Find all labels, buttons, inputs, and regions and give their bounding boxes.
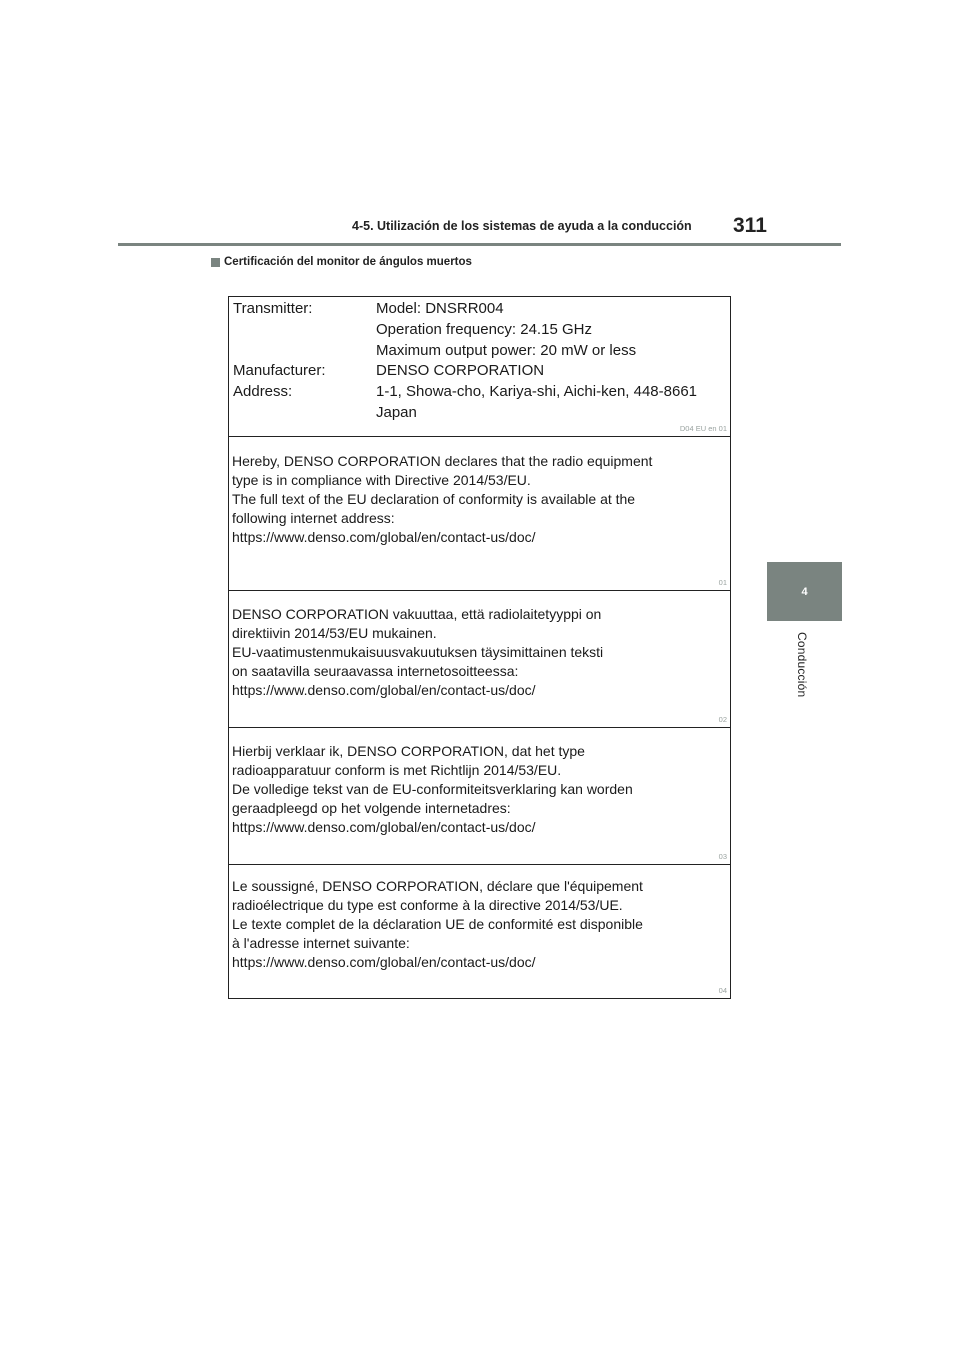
section-title: 4-5. Utilización de los sistemas de ayuda a la conducción [352, 219, 692, 233]
reference-code: 02 [718, 715, 727, 724]
reference-code: 04 [718, 986, 727, 995]
spec-label: Manufacturer: [233, 362, 326, 379]
spec-label: Address: [233, 383, 293, 400]
reference-code: 03 [718, 852, 727, 861]
spec-value: 1-1, Showa-cho, Kariya-shi, Aichi-ken, 448-8661 [376, 383, 698, 400]
spec-value: DENSO CORPORATION [376, 362, 545, 379]
spec-value: Operation frequency: 24.15 GHz [376, 321, 592, 338]
declaration-block-fi [229, 590, 730, 727]
spec-value: Maximum output power: 20 mW or less [376, 342, 637, 359]
declaration-block-nl [229, 727, 730, 864]
declaration-text: Le soussigné, DENSO CORPORATION, déclare que l'équipement radioélectrique du type est conforme à la directive 2014/53/UE. Le texte complet de la déclaration UE de conformité est disponible à l'adresse internet suivante: https://www.denso.com/global/en/contact-us/doc/ [232, 878, 643, 970]
section-heading-text: Certificación del monitor de ángulos muertos [224, 256, 472, 268]
section-heading [211, 256, 472, 268]
chapter-label: Conducción [795, 632, 809, 698]
certification-table [228, 296, 731, 999]
declaration-text: Hierbij verklaar ik, DENSO CORPORATION, dat het type radioapparatuur conform is met Richtlijn 2014/53/EU. De volledige tekst van de EU-conformiteitsverklaring kan worden geraadpleegd op het volgende internetadres: https://www.denso.com/global/en/contact-us/doc/ [232, 743, 633, 835]
reference-code: D04 EU en 01 [679, 424, 727, 433]
square-bullet-icon [211, 258, 220, 267]
spec-value: Japan [376, 404, 417, 421]
declaration-block-fr [229, 864, 730, 998]
declaration-text: Hereby, DENSO CORPORATION declares that the radio equipment type is in compliance with Directive 2014/53/EU. The full text of the EU declaration of conformity is available at the following internet address: https://www.denso.com/global/en/contact-us/doc/ [232, 453, 653, 545]
header-divider [118, 243, 841, 246]
spec-label: Transmitter: [233, 300, 313, 317]
spec-block [229, 297, 730, 436]
declaration-block-en [229, 436, 730, 590]
chapter-tab [767, 562, 842, 621]
chapter-number: 4 [801, 585, 808, 598]
page-number: 311 [733, 214, 767, 237]
declaration-text: DENSO CORPORATION vakuuttaa, että radiolaitetyyppi on direktiivin 2014/53/EU mukainen. EU-vaatimustenmukaisuusvakuutuksen täysimittainen teksti on saatavilla seuraavassa internetosoitteessa: https://www.denso.com/global/en/contact-us/doc/ [232, 606, 604, 698]
spec-value: Model: DNSRR004 [376, 300, 504, 317]
reference-code: 01 [718, 578, 727, 587]
